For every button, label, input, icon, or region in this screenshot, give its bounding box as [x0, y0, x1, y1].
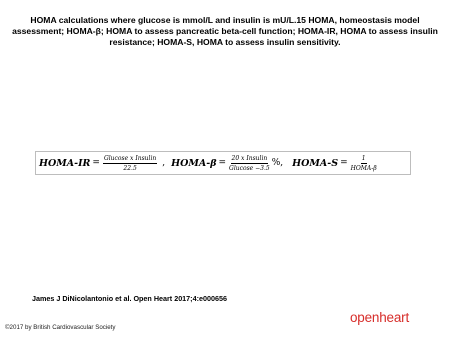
copyright-notice: ©2017 by British Cardiovascular Society	[5, 324, 116, 331]
citation: James J DiNicolantonio et al. Open Heart 2017;4:e000656	[32, 294, 227, 303]
homa-s-formula	[292, 155, 378, 172]
equals-sign: =	[92, 158, 100, 168]
homa-ir-numerator: Glucose x Insulin	[103, 154, 157, 162]
homa-s-denominator: HOMA-β	[350, 164, 377, 172]
homa-ir-label: HOMA-IR	[39, 157, 91, 169]
homa-beta-fraction	[229, 155, 270, 172]
homa-beta-formula	[171, 155, 283, 172]
homa-ir-fraction	[103, 155, 157, 172]
equals-sign: =	[340, 158, 348, 168]
homa-formula-box	[35, 151, 411, 175]
formula-separator: ,	[162, 158, 166, 168]
slide-title: HOMA calculations where glucose is mmol/L and insulin is mU/L.15 HOMA, homeostasis model assessment; HOMA-β; HOMA to assess pancreatic beta-cell function; HOMA-IR, HOMA to assess insulin resistance; HOMA-S, HOMA to assess insulin sensitivity.	[12, 15, 438, 47]
equals-sign: =	[218, 158, 227, 168]
homa-beta-label: HOMA-β	[171, 157, 217, 169]
homa-beta-suffix: %,	[271, 158, 284, 168]
homa-ir-denominator: 22.5	[123, 164, 137, 172]
homa-s-fraction	[351, 155, 377, 172]
homa-beta-denominator: Glucose −3.5	[229, 164, 270, 172]
homa-s-label: HOMA-S	[292, 157, 339, 169]
openheart-logo: openheart	[350, 310, 410, 325]
homa-ir-formula	[39, 155, 171, 172]
homa-s-numerator: 1	[361, 154, 366, 162]
homa-beta-numerator: 20 x Insulin	[231, 154, 268, 162]
